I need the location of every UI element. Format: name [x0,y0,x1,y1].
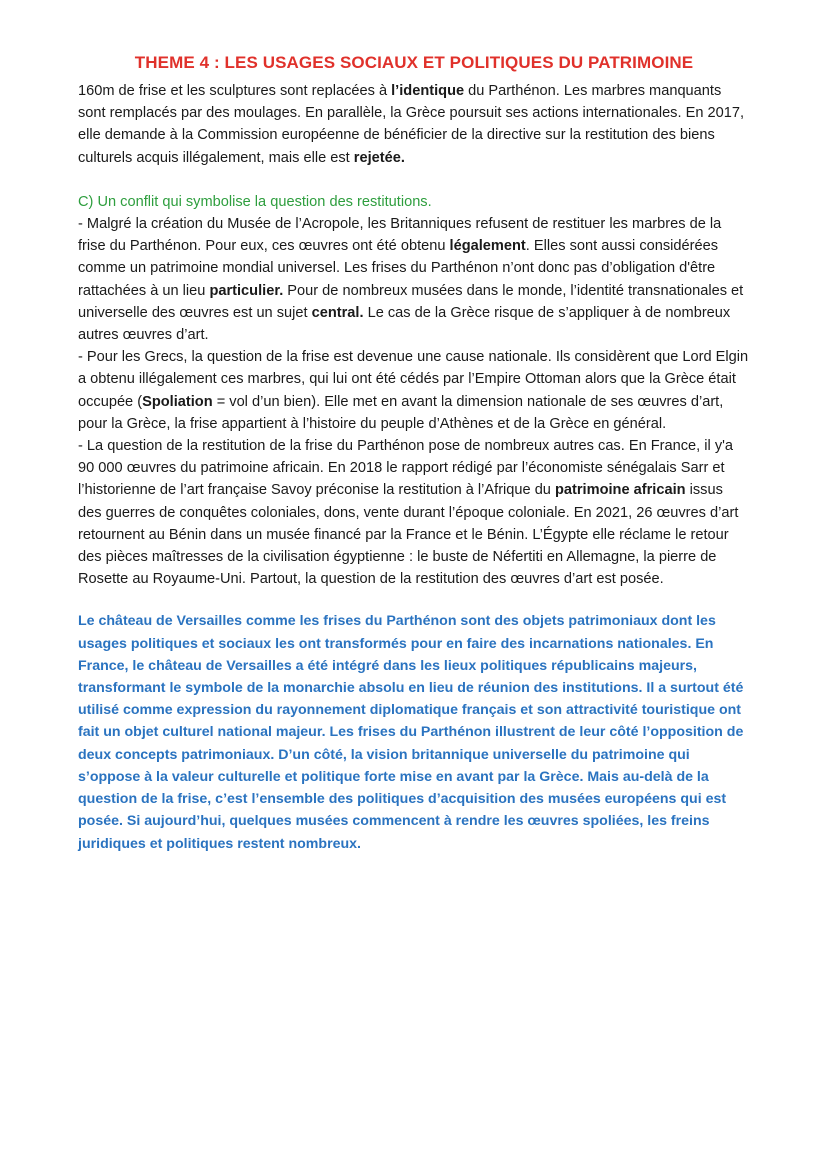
section-c-paragraph-1 [78,213,750,346]
text-run: - Pour les Grecs, la question de la frise est devenue une cause nationale. Ils considèrent que Lord Elgin a obtenu illégalement ces marbres, qui lui ont été cédés par l’Empire Ottoman alors que la Grèce était occupée ( [78,349,749,410]
intro-paragraph [78,80,750,169]
text-run: Pour de nombreux musées dans le monde, l’identité transnationales et universelle des œuvres est un sujet [78,282,744,321]
section-c-paragraph-3 [78,435,750,590]
intro-text-2: du Parthénon. Les marbres manquants sont remplacés par des moulages. En parallèle, la Grèce poursuit ses actions internationales. En 2017, elle demande à la Commission européenne de bénéficier de la directive sur la restitution des biens culturels acquis illégalement, mais elle est [78,83,745,166]
document-page [78,52,750,855]
bold-run: Spoliation [142,393,213,410]
intro-bold-2: rejetée. [353,149,405,166]
text-run: - La question de la restitution de la frise du Parthénon pose de nombreux autres cas. En France, il y'a 90 000 œuvres du patrimoine africain. En 2018 le rapport rédigé par l’économiste sénégalais Sarr et l’historienne de l’art française Savoy préconise la restitution à l’Afrique du [78,438,734,499]
bold-run: central. [311,304,364,321]
text-run: = vol d’un bien). Elle met en avant la dimension nationale de ses œuvres d’art, pour la Grèce, la frise appartient à l’histoire du peuple d’Athènes et de la Grèce en général. [78,393,724,432]
section-c-heading: C) Un conflit qui symbolise la question des restitutions. [78,193,432,210]
spacer [78,590,750,610]
conclusion-paragraph: Le château de Versailles comme les frises du Parthénon sont des objets patrimoniaux dont les usages politiques et sociaux les ont transformés pour en faire des incarnations nationales. En France, le château de Versailles a été intégré dans les lieux politiques républicains majeurs, transformant le symbole de la monarchie absolu en lieu de réunion des institutions. Il a surtout été utilisé comme expression du rayonnement diplomatique français et son attractivité touristique ont fait un objet culturel national majeur. Les frises du Parthénon illustrent de leur côté l’opposition de deux concepts patrimoniaux. D’un côté, la vision britannique universelle du patrimoine qui s’oppose à la valeur culturelle et politique forte mise en avant par la Grèce. Mais au-delà de la question de la frise, c’est l’ensemble des politiques d’acquisition des musées européens qui est posée. Si aujourd’hui, quelques musées commencent à rendre les œuvres spoliées, les freins juridiques et politiques restent nombreux. [78,613,744,852]
text-run: . Elles sont aussi considérées comme un patrimoine mondial universel. Les frises du Parthénon n’ont donc pas d’obligation d'être rattachées à un lieu [78,238,719,299]
text-run: issus des guerres de conquêtes coloniales, dons, vente durant l’époque coloniale. En 2021, 26 œuvres d’art retournent au Bénin dans un musée financé par la France et le Bénin. L’Égypte elle réclame le retour des pièces maîtresses de la civilisation égyptienne : le buste de Néfertiti en Allemagne, la pierre de Rosette au Royaume-Uni. Partout, la question de la restitution des œuvres d’art est posée. [78,482,739,588]
bold-run: patrimoine africain [554,482,686,499]
intro-text-1: 160m de frise et les sculptures sont replacées à [78,83,392,99]
bold-run: légalement [449,238,526,255]
spacer [78,169,750,191]
text-run: - Malgré la création du Musée de l’Acropole, les Britanniques refusent de restituer les marbres de la frise du Parthénon. Pour eux, ces œuvres ont été obtenu [78,216,722,255]
bold-run: particulier. [209,282,284,299]
text-run: Le cas de la Grèce risque de s’appliquer à de nombreux autres œuvres d’art. [78,304,731,344]
page-title: THEME 4 : LES USAGES SOCIAUX ET POLITIQUES DU PATRIMOINE [134,53,694,72]
section-c-paragraph-2 [78,346,750,435]
intro-bold-1: l’identique [391,83,465,99]
